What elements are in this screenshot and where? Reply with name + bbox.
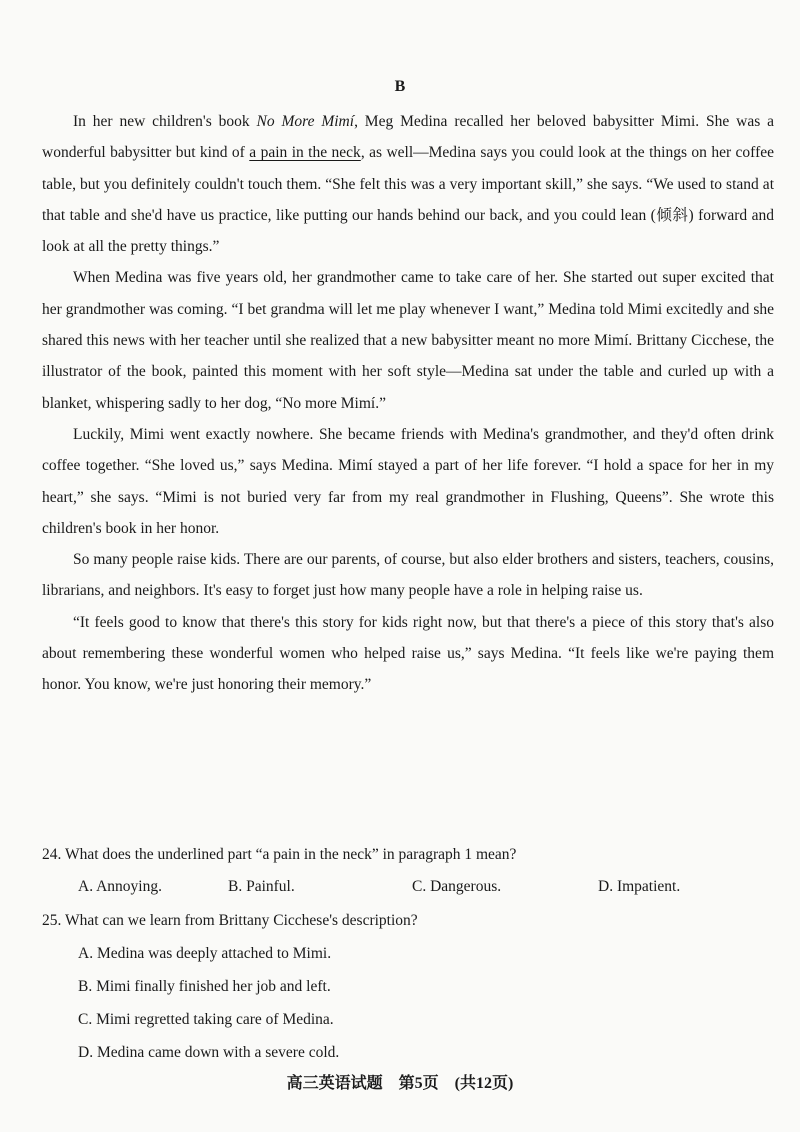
paragraph-1-rest: , as well—Medina says you could look at the things on her coffee table, but you definitely couldn't touch them. “She felt this was a very important skill,” she says. “We used to stand at that table and she'd have us practice, like putting our hands behind our back, and you could lean (倾斜) forward and look at all the pretty things.” [42, 144, 774, 256]
question-24-option-a[interactable]: A. Annoying. [78, 878, 162, 895]
section-label: B [394, 78, 406, 95]
page-footer: 高三英语试题 第5页 (共12页) [286, 1075, 514, 1092]
book-title: No More Mimí [256, 113, 355, 130]
question-24-stem: 24. What does the underlined part “a pain in the neck” in paragraph 1 mean? [42, 846, 517, 863]
question-25-stem: 25. What can we learn from Brittany Cicchese's description? [42, 912, 418, 929]
question-24-option-d[interactable]: D. Impatient. [598, 878, 681, 895]
reading-passage [42, 106, 774, 701]
paragraph-1-text: , Meg Medina recalled her beloved babysitter Mimi. She was a wonderful babysitter but kind of [42, 113, 775, 162]
question-24-option-b[interactable]: B. Painful. [228, 878, 295, 895]
paragraph-2: When Medina was five years old, her grandmother came to take care of her. She started out super excited that her grandmother was coming. “I bet grandma will let me play whenever I want,” Medina told Mimi excitedly and she shared this news with her teacher until she realized that a new babysitter meant no more Mimí. Brittany Cicchese, the illustrator of the book, painted this moment with her soft style—Medina sat under the table and curled up with a blanket, whispering sadly to her dog, “No more Mimí.” [42, 269, 774, 412]
paragraph-5: “It feels good to know that there's this story for kids right now, but that there's a piece of this story that's also about remembering these wonderful women who helped raise us,” says Medina. “It feels like we're paying them honor. You know, we're just honoring their memory.” [42, 613, 774, 694]
question-25-option-a[interactable]: A. Medina was deeply attached to Mimi. [78, 945, 332, 962]
question-25-option-d[interactable]: D. Medina came down with a severe cold. [78, 1044, 340, 1061]
paragraph-1-intro: In her new children's book [73, 113, 257, 130]
underlined-phrase: a pain in the neck [249, 144, 361, 162]
question-24-option-c[interactable]: C. Dangerous. [412, 878, 502, 895]
question-25-option-c[interactable]: C. Mimi regretted taking care of Medina. [78, 1011, 334, 1028]
paragraph-1 [42, 106, 774, 262]
question-25-option-b[interactable]: B. Mimi finally finished her job and left. [78, 978, 331, 995]
paragraph-3: Luckily, Mimi went exactly nowhere. She became friends with Medina's grandmother, and they'd often drink coffee together. “She loved us,” says Medina. Mimí stayed a part of her life forever. “I hold a space for her in my heart,” she says. “Mimi is not buried very far from my real grandmother in Flushing, Queens”. She wrote this children's book in her honor. [42, 425, 774, 537]
paragraph-4: So many people raise kids. There are our parents, of course, but also elder brothers and sisters, teachers, cousins, librarians, and neighbors. It's easy to forget just how many people have a role in helping raise us. [42, 551, 774, 600]
